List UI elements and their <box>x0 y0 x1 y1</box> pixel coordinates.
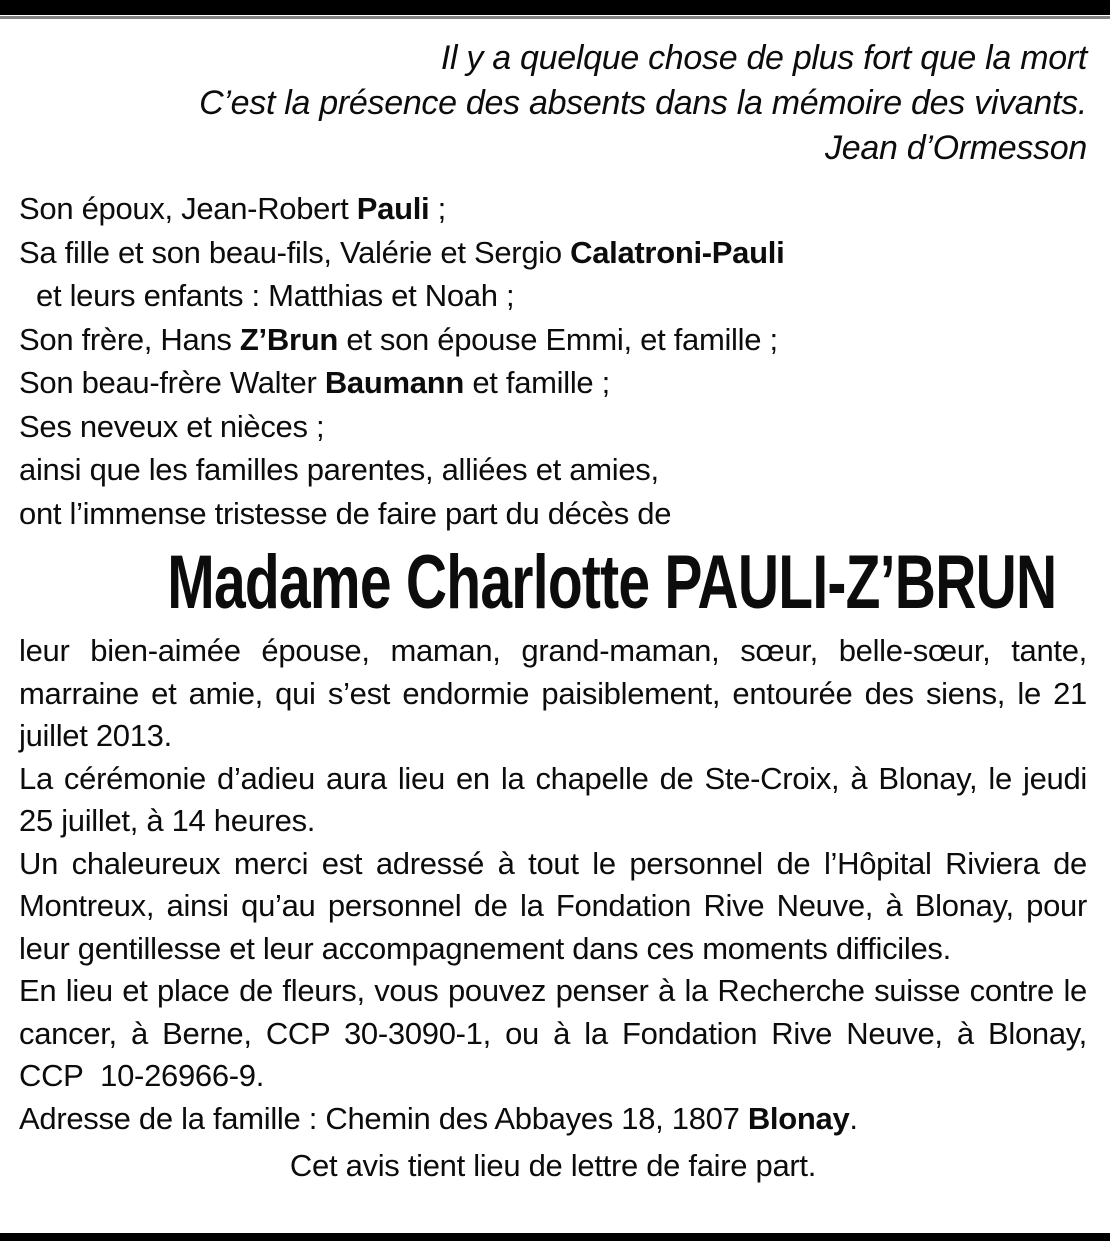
announcement-paragraph-text: . <box>849 1100 858 1136</box>
epigraph-author: Jean d’Ormesson <box>825 129 1087 167</box>
family-line-text: et leurs enfants : Matthias et Noah ; <box>36 278 515 313</box>
epigraph-line: Il y a quelque chose de plus fort que la mort <box>440 39 1087 77</box>
announcement-paragraph-emphasis: Blonay <box>747 1100 850 1136</box>
family-line-text: Ses neveux et nièces ; <box>19 408 325 444</box>
epigraph-line: C’est la présence des absents dans la mémoire des vivants. <box>199 84 1087 122</box>
announcement-paragraph <box>19 970 1087 1098</box>
family-line-text: Son époux, Jean-Robert <box>19 191 357 226</box>
family-line-emphasis: Z’Brun <box>239 321 338 357</box>
announcement-paragraph <box>19 843 1087 971</box>
bottom-border-bar <box>0 1233 1110 1241</box>
announcement-paragraph-text: En lieu et place de fleurs, vous pouvez penser à la Recherche suisse contre le cancer, à Berne, CCP 30-3090-1, ou à la Fondation Rive Neuve, à Blonay, CCP 10-26966-9. <box>19 973 1087 1093</box>
announcement-body <box>19 630 1087 1140</box>
notice-content <box>0 36 1110 1187</box>
announcement-paragraph <box>19 1098 1087 1141</box>
announcement-paragraph <box>19 758 1087 843</box>
deceased-name <box>19 535 1087 630</box>
top-border-bar <box>0 0 1110 15</box>
family-line <box>19 187 1087 231</box>
announcement-paragraph-text: Adresse de la famille : Chemin des Abbayes 18, 1807 <box>19 1100 748 1136</box>
closing-line: Cet avis tient lieu de lettre de faire part. <box>289 1148 817 1183</box>
family-line <box>19 448 1087 492</box>
announcement-paragraph-text: Un chaleureux merci est adressé à tout le personnel de l’Hôpital Riviera de Montreux, ainsi qu’au personnel de la Fondation Rive Neuve, à Blonay, pour leur gentillesse et leur accompagnement dans ces moments difficiles. <box>19 845 1087 966</box>
family-line <box>19 361 1087 405</box>
announcement-paragraph <box>19 630 1087 758</box>
family-line-emphasis: Calatroni-Pauli <box>570 234 785 270</box>
family-line-text: et famille ; <box>464 365 610 400</box>
family-line <box>19 318 1087 362</box>
family-list <box>19 187 1087 535</box>
family-line-emphasis: Pauli <box>356 191 430 226</box>
family-line <box>19 405 1087 449</box>
deceased-name-text: Madame Charlotte PAULI-Z’BRUN <box>167 540 1057 625</box>
family-line-emphasis: Baumann <box>324 365 464 400</box>
announcement-paragraph-text: La cérémonie d’adieu aura lieu en la chapelle de Ste-Croix, à Blonay, le jeudi 25 juillet, à 14 heures. <box>19 760 1087 838</box>
family-line <box>19 231 1087 275</box>
family-line <box>19 274 1087 318</box>
family-line-text: Son frère, Hans <box>19 321 240 357</box>
family-line-text: ; <box>429 191 446 226</box>
family-line-text: ainsi que les familles parentes, alliées et amies, <box>19 452 659 487</box>
epigraph <box>19 36 1087 171</box>
family-line-text: et son épouse Emmi, et famille ; <box>338 321 778 357</box>
family-line <box>19 492 1087 536</box>
family-line-text: ont l’immense tristesse de faire part du décès de <box>19 495 672 531</box>
family-line-text: Son beau-frère Walter <box>19 365 325 400</box>
family-line-text: Sa fille et son beau-fils, Valérie et Sergio <box>19 234 571 270</box>
top-rule <box>0 16 1110 19</box>
announcement-paragraph-text: leur bien-aimée épouse, maman, grand-maman, sœur, belle-sœur, tante, marraine et amie, qui s’est endormie paisiblement, entourée des siens, le 21 juillet 2013. <box>19 633 1087 753</box>
